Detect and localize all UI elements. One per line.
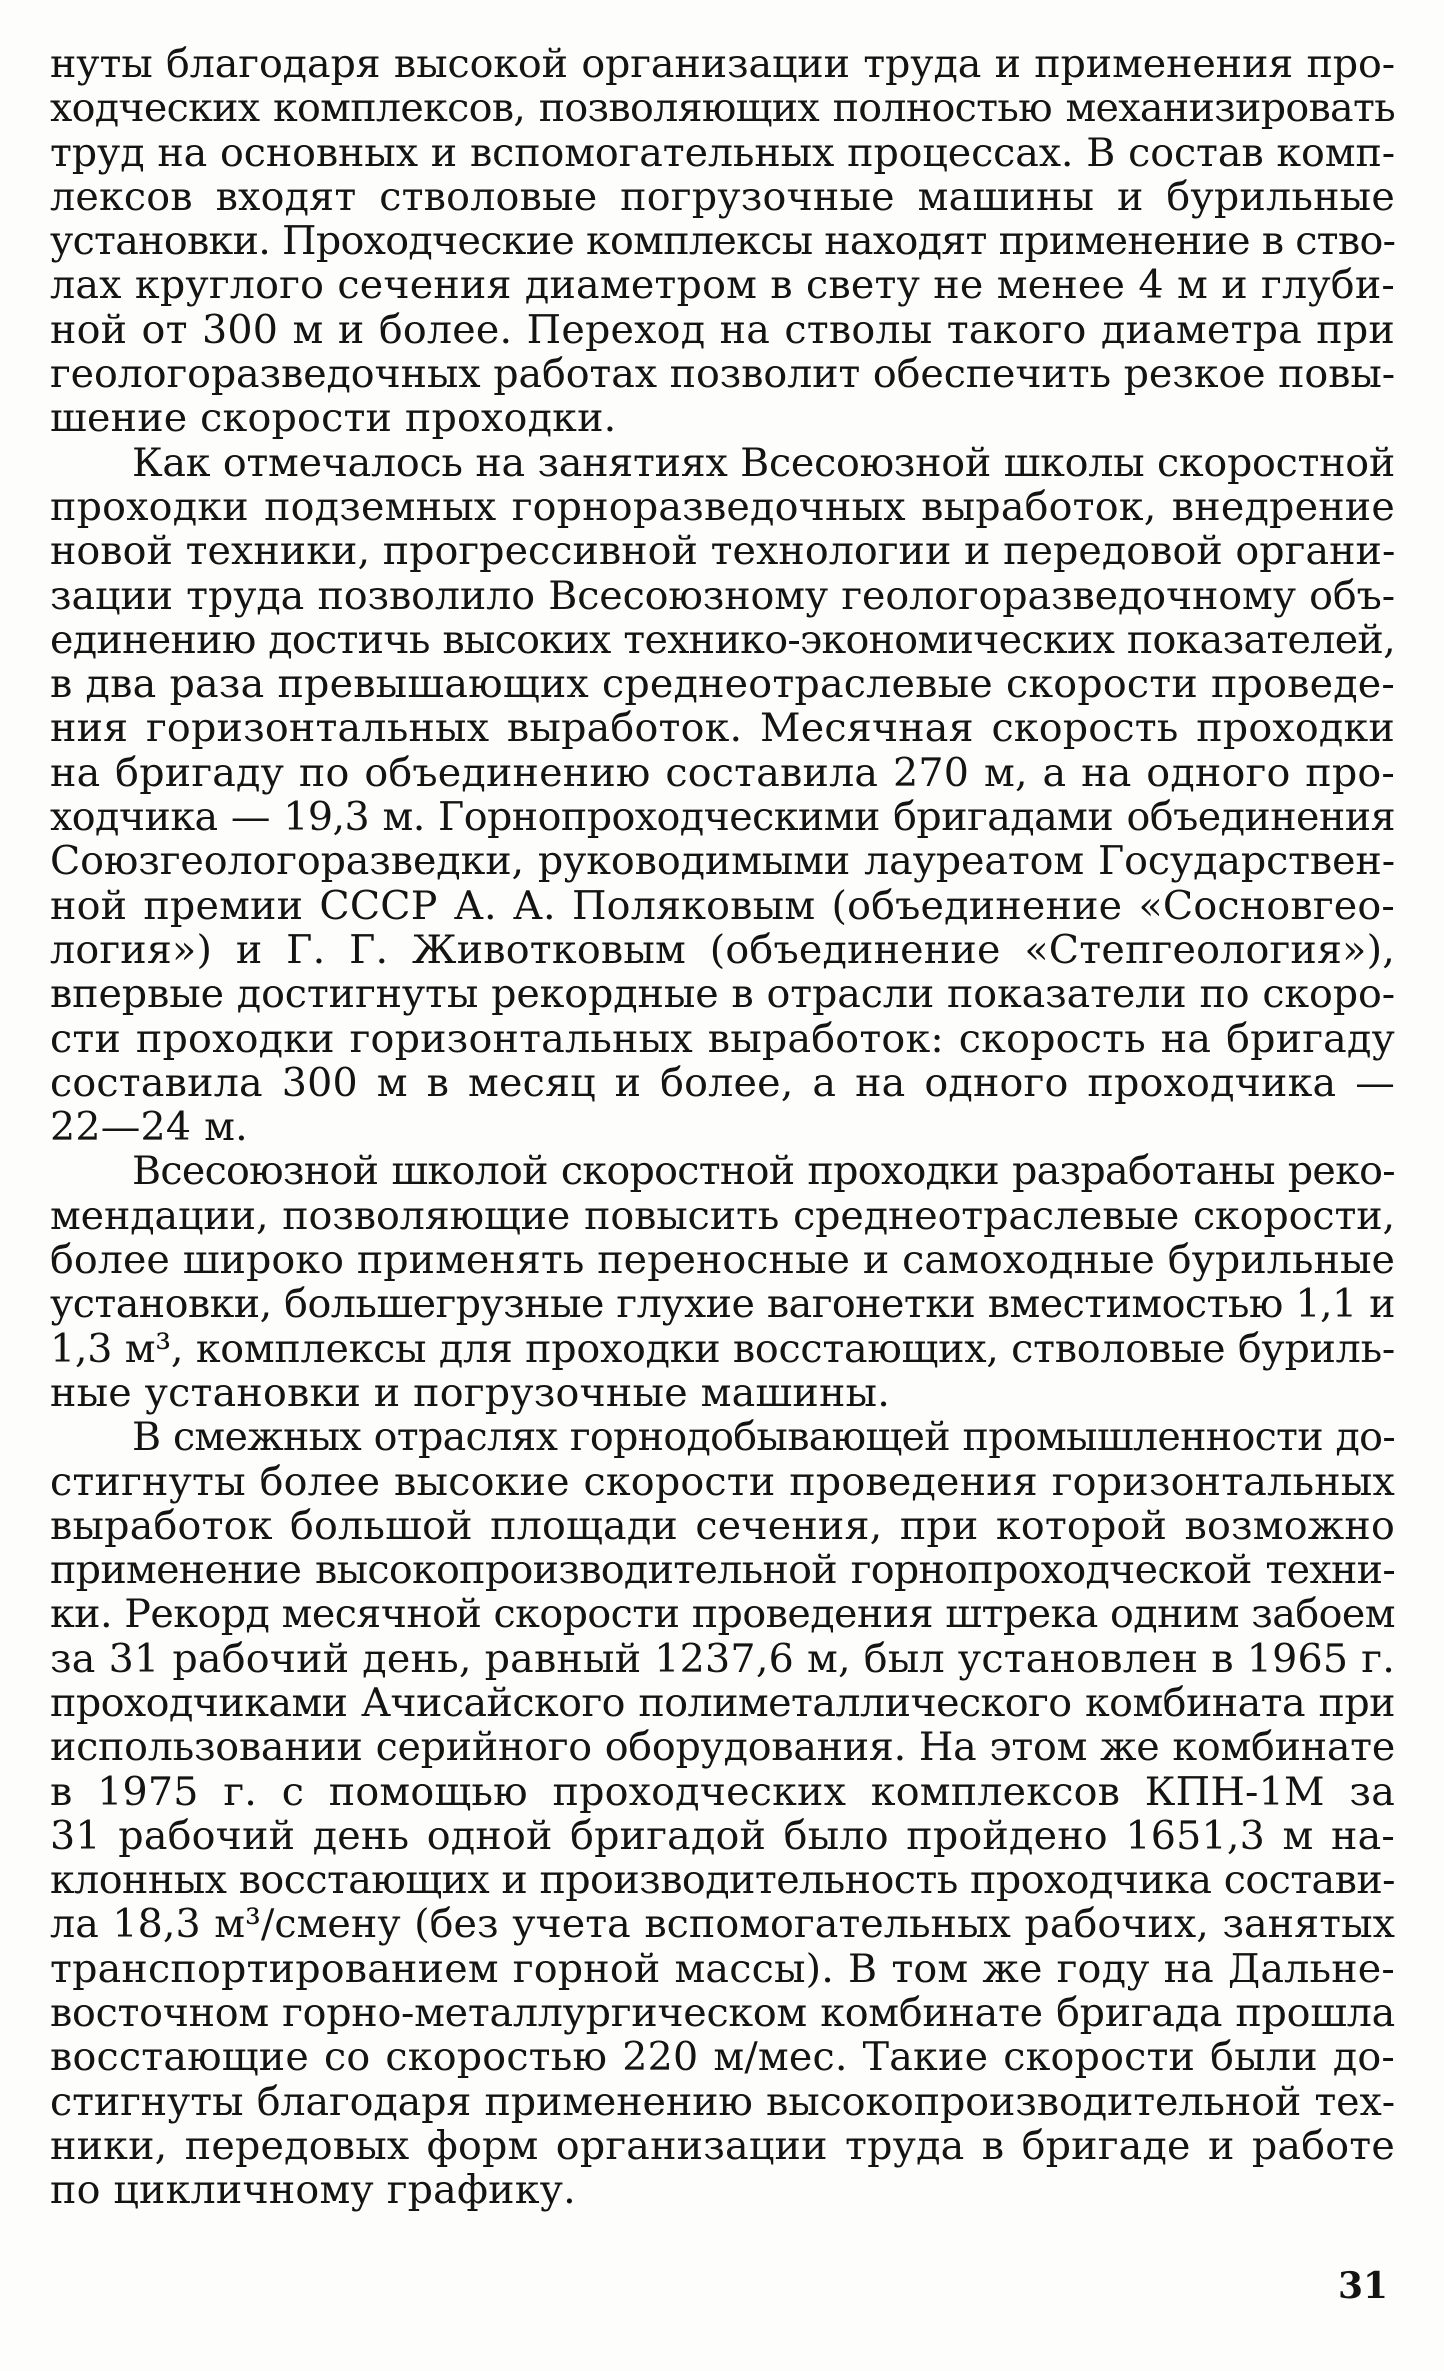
text-line: использовании серийного оборудования. На этом же комбинате [50, 1724, 1395, 1771]
text-line: ники, передовых форм организации труда в бригаде и работе [50, 2122, 1395, 2169]
text-line: новой техники, прогрессивной технологии и передовой органи- [50, 528, 1396, 575]
text-line: выработок большой площади сечения, при которой возможно [50, 1502, 1395, 1549]
text-line: проходчиками Ачисайского полиметаллического комбината при [50, 1679, 1395, 1726]
text-line: единению достичь высоких технико-экономических показателей, [50, 616, 1395, 663]
text-line: по цикличному графику. [50, 2167, 576, 2214]
text-line: ходческих комплексов, позволяющих полностью механизировать [50, 85, 1395, 132]
text-line: Как отмечалось на занятиях Всесоюзной школы скоростной [132, 439, 1395, 486]
text-line: 22—24 м. [50, 1104, 248, 1151]
text-line: шение скорости проходки. [50, 395, 617, 442]
text-line: труд на основных и вспомогательных процессах. В состав комп- [50, 129, 1395, 176]
text-line: восстающие со скоростью 220 м/мес. Такие скорости были до- [50, 2034, 1395, 2081]
text-line: более широко применять переносные и самоходные бурильные [50, 1237, 1395, 1284]
text-line: на бригаду по объединению составила 270 м, а на одного про- [50, 749, 1395, 796]
text-line: применение высокопроизводительной горнопроходческой техни- [50, 1547, 1395, 1594]
text-line: транспортированием горной массы). В том же году на Дальне- [50, 1945, 1395, 1992]
text-line: В смежных отраслях горнодобывающей промышленности до- [132, 1414, 1395, 1461]
text-line: восточном горно-металлургическом комбинате бригада прошла [50, 1990, 1395, 2037]
text-line: стигнуты благодаря применению высокопроизводительной тех- [50, 2078, 1395, 2125]
text-line: проходки подземных горноразведочных выработок, внедрение [50, 483, 1395, 530]
text-line: в 1975 г. с помощью проходческих комплексов КПН-1М за [50, 1768, 1395, 1815]
text-line: Всесоюзной школой скоростной проходки разработаны реко- [132, 1148, 1395, 1195]
text-line: ные установки и погрузочные машины. [50, 1369, 891, 1416]
text-line: ки. Рекорд месячной скорости проведения штрека одним забоем [50, 1591, 1395, 1638]
text-line: ходчика — 19,3 м. Горнопроходческими бригадами объединения [50, 794, 1395, 841]
text-line: за 31 рабочий день, равный 1237,6 м, был установлен в 1965 г. [50, 1635, 1395, 1682]
text-line: впервые достигнуты рекордные в отрасли показатели по скоро- [50, 971, 1395, 1018]
text-line: 1,3 м³, комплексы для проходки восстающих, стволовые буриль- [50, 1325, 1395, 1372]
text-line: сти проходки горизонтальных выработок: скорость на бригаду [50, 1015, 1395, 1062]
text-line: лах круглого сечения диаметром в свету не менее 4 м и глуби- [50, 262, 1395, 309]
text-line: клонных восстающих и производительность проходчика состави- [50, 1857, 1395, 1904]
text-line: зации труда позволило Всесоюзному геологоразведочному объ- [50, 572, 1395, 619]
text-line: стигнуты более высокие скорости проведения горизонтальных [50, 1458, 1395, 1505]
text-line: ла 18,3 м³/смену (без учета вспомогательных рабочих, занятых [50, 1901, 1395, 1948]
text-line: мендации, позволяющие повысить среднеотраслевые скорости, [50, 1192, 1395, 1239]
paragraph [50, 42, 1395, 441]
text-line: лексов входят стволовые погрузочные машины и бурильные [50, 173, 1395, 220]
paragraph [50, 1415, 1395, 2212]
text-line: логия») и Г. Г. Животковым (объединение «Степгеология»), [50, 926, 1395, 973]
page-number: 31 [1338, 2265, 1389, 2307]
text-line: установки, большегрузные глухие вагонетки вместимостью 1,1 и [50, 1281, 1395, 1328]
text-line: ния горизонтальных выработок. Месячная скорость проходки [50, 705, 1395, 752]
text-line: геологоразведочных работах позволит обеспечить резкое повы- [50, 351, 1395, 398]
text-line: ной премии СССР А. А. Поляковым (объединение «Сосновгео- [50, 882, 1395, 929]
text-line: составила 300 м в месяц и более, а на одного проходчика — [50, 1059, 1395, 1106]
paragraph [50, 1149, 1395, 1415]
paragraph [50, 441, 1395, 1150]
text-line: ной от 300 м и более. Переход на стволы такого диаметра при [50, 306, 1395, 353]
text-line: Союзгеологоразведки, руководимыми лауреатом Государствен- [50, 838, 1395, 885]
text-line: установки. Проходческие комплексы находят применение в ство- [50, 218, 1396, 265]
body-text [50, 42, 1395, 2213]
text-line: 31 рабочий день одной бригадой было пройдено 1651,3 м на- [50, 1812, 1395, 1859]
text-line: нуты благодаря высокой организации труда и применения про- [50, 41, 1395, 87]
text-line: в два раза превышающих среднеотраслевые скорости проведе- [50, 661, 1395, 708]
